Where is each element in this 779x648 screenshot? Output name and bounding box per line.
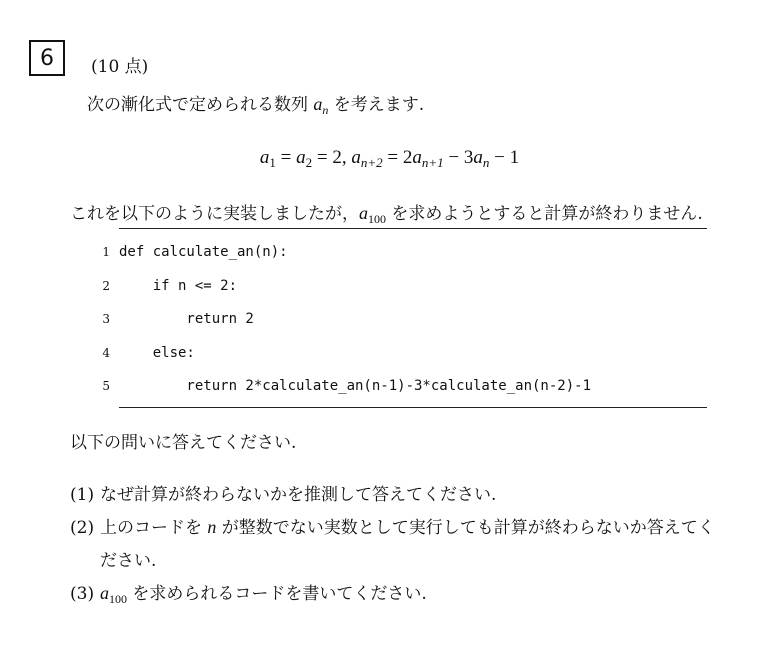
code-text: else: [119, 345, 195, 361]
eq-sub-5: n [482, 155, 490, 170]
question-text-after: を求められるコードを書いてください. [127, 584, 427, 604]
sequence-var: a [313, 94, 323, 114]
eq-op-4: − 3 [443, 147, 474, 168]
eq-var-a2: a [296, 147, 306, 168]
eq-var-a1: a [259, 147, 270, 168]
problem-points: (10 点) [91, 57, 149, 77]
question-text: なぜ計算が終わらないかを推測して答えてください. [100, 485, 497, 505]
question-2-continuation: ださい. [100, 551, 157, 571]
a100-symbol [359, 203, 386, 226]
question-text-after: が整数でない実数として実行しても計算が終わらないか答えてく [216, 518, 715, 538]
code-bottom-rule [119, 407, 707, 408]
intro-text-before: 次の漸化式で定められる数列 [87, 95, 314, 115]
line-number: 1 [102, 245, 110, 259]
code-line [96, 375, 591, 397]
a100-var: a [359, 203, 368, 223]
n-var: n [207, 517, 217, 537]
problem-statement [70, 199, 703, 227]
questions-lead: 以下の問いに答えてください. [70, 433, 297, 453]
code-line [96, 275, 237, 297]
eq-var-a3: a [351, 147, 361, 168]
eq-sub-4: n+1 [421, 155, 444, 170]
a100-var: a [100, 583, 109, 603]
code-text: if n <= 2: [119, 278, 238, 294]
eq-var-a5: a [473, 147, 483, 168]
line-number: 3 [102, 312, 110, 326]
code-text: return 2*calculate_an(n-1)-3*calculate_an(n-2)-1 [119, 378, 592, 394]
eq-sub-1: 1 [269, 155, 276, 170]
eq-sub-3: n+2 [360, 155, 383, 170]
eq-var-a4: a [412, 147, 422, 168]
a100-index: 100 [109, 592, 127, 606]
question-2 [70, 513, 715, 538]
statement-text-before: これを以下のように実装しましたが， [70, 204, 359, 224]
line-number: 5 [102, 379, 110, 393]
a100-symbol [100, 583, 127, 606]
code-line [96, 342, 195, 364]
eq-op-1: = [275, 147, 297, 168]
sequence-symbol [313, 94, 329, 117]
code-top-rule [119, 228, 707, 229]
question-text-before: 上のコードを [100, 518, 208, 538]
question-number: (1) [70, 485, 95, 505]
problem-number: 6 [40, 45, 54, 71]
recurrence-equation [0, 147, 779, 171]
problem-number-box [29, 40, 65, 76]
intro-text-after: を考えます. [328, 95, 425, 115]
eq-sub-2: 2 [305, 155, 313, 170]
statement-text-after: を求めようとすると計算が終わりません. [386, 204, 703, 224]
code-text: return 2 [119, 311, 254, 327]
intro-sentence [87, 90, 424, 118]
question-1 [70, 480, 496, 505]
sequence-index: n [322, 103, 329, 117]
question-number: (2) [70, 518, 95, 538]
code-line [96, 241, 288, 263]
code-text: def calculate_an(n): [119, 244, 288, 260]
eq-op-5: − 1 [489, 147, 520, 168]
line-number: 4 [102, 346, 110, 360]
a100-index: 100 [368, 212, 386, 226]
eq-op-3: = 2 [382, 147, 413, 168]
code-line [96, 308, 254, 330]
line-number: 2 [102, 279, 110, 293]
question-number: (3) [70, 584, 95, 604]
question-3 [70, 579, 427, 607]
eq-op-2: = 2, [312, 147, 352, 168]
